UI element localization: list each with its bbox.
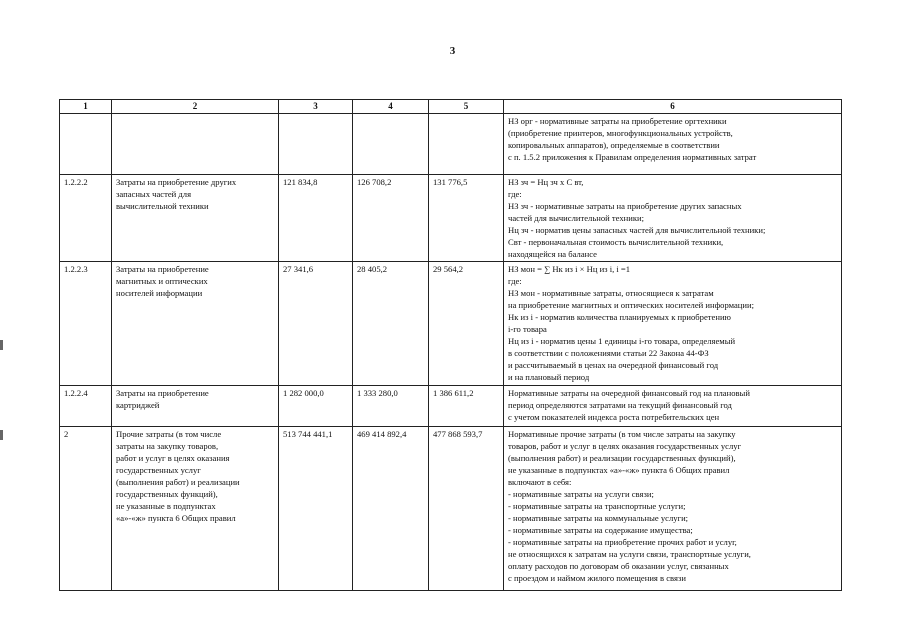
cost-name-cell — [112, 427, 279, 591]
value-year3-cell: 131 776,5 — [429, 175, 504, 262]
formula-cell-line: (выполнения работ) и реализации государственных функций), — [508, 453, 736, 463]
value-year3-cell: 477 868 593,7 — [429, 427, 504, 591]
header-cell: 3 — [279, 100, 353, 114]
formula-cell-line: НЗ мон - нормативные затраты, относящиеся к затратам — [508, 288, 714, 298]
value-year1-cell — [279, 114, 353, 175]
table-row — [60, 114, 842, 175]
formula-cell-line: Свт - первоначальная стоимость вычислительной техники, — [508, 237, 724, 247]
formula-cell-line: Нормативные затраты на очередной финансовый год на плановый — [508, 388, 750, 398]
cost-name-cell-line: картриджей — [116, 400, 160, 410]
header-cell: 6 — [504, 100, 842, 114]
cost-name-cell — [112, 386, 279, 427]
cost-name-cell-line: запасных частей для — [116, 189, 192, 199]
formula-cell-line: в соответствии с положениями статьи 22 Закона 44-ФЗ — [508, 348, 709, 358]
formula-cell-line: и на плановый период — [508, 372, 590, 382]
cost-name-cell — [112, 262, 279, 386]
value-year1-cell: 513 744 441,1 — [279, 427, 353, 591]
formula-cell — [504, 427, 842, 591]
cost-name-cell — [112, 175, 279, 262]
formula-cell-line: не указанные в подпунктах «а»-«ж» пункта 6 Общих правил — [508, 465, 730, 475]
cost-name-cell-line: (выполнения работ) и реализации — [116, 477, 240, 487]
formula-cell-line: на приобретение магнитных и оптических носителей информации; — [508, 300, 754, 310]
cost-name-cell-line: магнитных и оптических — [116, 276, 208, 286]
row-number-cell: 1.2.2.4 — [60, 386, 112, 427]
formula-cell-line: товаров, работ и услуг в целях оказания государственных услуг — [508, 441, 742, 451]
formula-cell-line: - нормативные затраты на транспортные услуги; — [508, 501, 686, 511]
cost-table — [59, 99, 842, 591]
cost-name-cell-line: не указанные в подпунктах — [116, 501, 216, 511]
formula-cell-line: НЗ мон = ∑ Нк из i × Нц из i, i =1 — [508, 264, 631, 274]
formula-cell-line: i-го товара — [508, 324, 547, 334]
value-year1-cell: 27 341,6 — [279, 262, 353, 386]
row-number-cell: 2 — [60, 427, 112, 591]
formula-cell-line: НЗ орг - нормативные затраты на приобретение оргтехники — [508, 116, 727, 126]
value-year3-cell: 29 564,2 — [429, 262, 504, 386]
formula-cell — [504, 262, 842, 386]
cost-name-cell-line: государственных услуг — [116, 465, 201, 475]
table-row — [60, 427, 842, 591]
scan-edge-mark — [0, 340, 3, 350]
formula-cell-line: Нк из i - норматив количества планируемых к приобретению — [508, 312, 731, 322]
formula-cell-line: с п. 1.5.2 приложения к Правилам определения нормативных затрат — [508, 152, 757, 162]
formula-cell-line: копировальных аппаратов), определяемые в соответствии — [508, 140, 720, 150]
formula-cell-line: - нормативные затраты на приобретение прочих работ и услуг, — [508, 537, 737, 547]
table-row — [60, 175, 842, 262]
formula-cell-line: и рассчитываемый в ценах на очередной финансовый год — [508, 360, 719, 370]
formula-cell-line: с учетом показателей индекса роста потребительских цен — [508, 412, 720, 422]
formula-cell-line: где: — [508, 189, 522, 199]
formula-cell-line: - нормативные затраты на коммунальные услуги; — [508, 513, 689, 523]
value-year3-cell: 1 386 611,2 — [429, 386, 504, 427]
formula-cell-line: с проездом и наймом жилого помещения в связи — [508, 573, 686, 583]
value-year1-cell: 121 834,8 — [279, 175, 353, 262]
formula-cell-line: частей для вычислительной техники; — [508, 213, 645, 223]
page-number: 3 — [449, 45, 456, 57]
row-number-cell: 1.2.2.3 — [60, 262, 112, 386]
cost-name-cell-line: работ и услуг в целях оказания — [116, 453, 230, 463]
table-row — [60, 262, 842, 386]
formula-cell — [504, 175, 842, 262]
formula-cell-line: (приобретение принтеров, многофункциональных устройств, — [508, 128, 733, 138]
row-number-cell: 1.2.2.2 — [60, 175, 112, 262]
cost-name-cell-line: Затраты на приобретение других — [116, 177, 237, 187]
value-year3-cell — [429, 114, 504, 175]
formula-cell-line: не относящихся к затратам на услуги связи, транспортные услуги, — [508, 549, 751, 559]
formula-cell-line: оплату расходов по договорам об оказании услуг, связанных — [508, 561, 729, 571]
formula-cell-line: период определяются затратами на текущий финансовый год — [508, 400, 732, 410]
value-year2-cell — [353, 114, 429, 175]
value-year2-cell: 1 333 280,0 — [353, 386, 429, 427]
formula-cell-line: - нормативные затраты на содержание имущества; — [508, 525, 693, 535]
header-cell: 4 — [353, 100, 429, 114]
header-cell: 2 — [112, 100, 279, 114]
formula-cell-line: включают в себя: — [508, 477, 572, 487]
formula-cell — [504, 386, 842, 427]
formula-cell-line: НЗ зч - нормативные затраты на приобретение других запасных — [508, 201, 742, 211]
header-cell: 5 — [429, 100, 504, 114]
cost-name-cell — [112, 114, 279, 175]
cost-name-cell-line: вычислительной техники — [116, 201, 209, 211]
formula-cell-line: Нц из i - норматив цены 1 единицы i-го товара, определяемый — [508, 336, 736, 346]
formula-cell-line: Нц зч - норматив цены запасных частей для вычислительной техники; — [508, 225, 766, 235]
value-year1-cell: 1 282 000,0 — [279, 386, 353, 427]
scan-edge-mark — [0, 430, 3, 440]
formula-cell-line: НЗ зч = Нц зч х С вт, — [508, 177, 584, 187]
formula-cell-line: где: — [508, 276, 522, 286]
header-row — [60, 100, 842, 114]
value-year2-cell: 126 708,2 — [353, 175, 429, 262]
cost-name-cell-line: государственных функций), — [116, 489, 218, 499]
formula-cell-line: - нормативные затраты на услуги связи; — [508, 489, 654, 499]
table-row — [60, 386, 842, 427]
header-cell: 1 — [60, 100, 112, 114]
cost-name-cell-line: затраты на закупку товаров, — [116, 441, 219, 451]
cost-name-cell-line: Затраты на приобретение — [116, 388, 209, 398]
cost-name-cell-line: «а»-«ж» пункта 6 Общих правил — [116, 513, 236, 523]
value-year2-cell: 28 405,2 — [353, 262, 429, 386]
cost-name-cell-line: Прочие затраты (в том числе — [116, 429, 222, 439]
formula-cell — [504, 114, 842, 175]
row-number-cell — [60, 114, 112, 175]
cost-name-cell-line: Затраты на приобретение — [116, 264, 209, 274]
value-year2-cell: 469 414 892,4 — [353, 427, 429, 591]
cost-name-cell-line: носителей информации — [116, 288, 203, 298]
formula-cell-line: находящейся на балансе — [508, 249, 597, 259]
formula-cell-line: Нормативные прочие затраты (в том числе затраты на закупку — [508, 429, 736, 439]
